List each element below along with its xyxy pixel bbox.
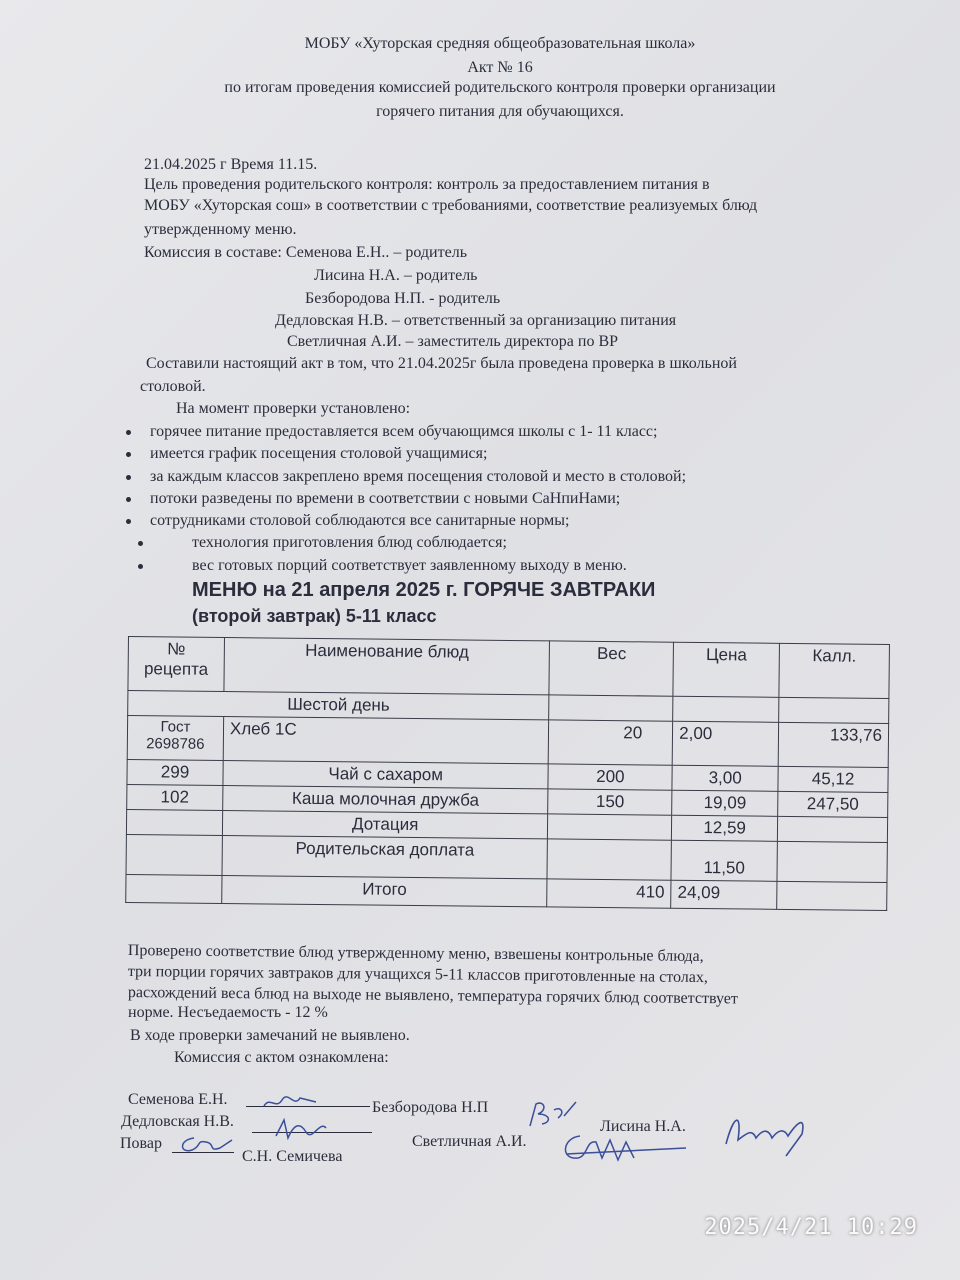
handwritten-signature [176,1132,236,1158]
weight-cell: 150 [548,789,672,815]
price-cell: 19,09 [672,790,778,816]
dish-cell: Хлеб 1С [223,717,549,764]
price-cell: 2,00 [672,721,778,766]
calories-cell [777,841,887,882]
weight-cell [547,839,671,880]
price-cell: 12,59 [672,815,778,841]
act-number: Акт № 16 [467,59,533,76]
weight-cell: 410 [547,879,671,908]
goal-line-2: МОБУ «Хуторская сош» в соответствии с требованиями, соответствие реализуемых блюд [144,197,758,214]
weight-cell [548,814,672,840]
bullet-icon [126,497,131,502]
school-name: МОБУ «Хуторская средняя общеобразовательная школа» [304,35,696,52]
conclusion-line-5: В ходе проверки замечаний не выявлено. [130,1027,410,1044]
commission-member-4: Дедловская Н.В. – ответственный за организацию питания [275,312,677,329]
menu-title: МЕНЮ на 21 апреля 2025 г. ГОРЯЧЕ ЗАВТРАКИ [192,579,656,601]
dish-cell: Чай с сахаром [223,761,549,789]
menu-subtitle: (второй завтрак) 5-11 класс [192,606,437,626]
calories-cell: 247,50 [778,791,888,817]
dish-cell: Родительская доплата [222,835,548,878]
empty-cell [779,697,889,723]
calories-cell [777,816,887,842]
recipe-cell [126,809,222,835]
goal-line-1: Цель проведения родительского контроля: контроль за предоставлением питания в [144,176,710,193]
header-dish: Наименование блюд [224,638,550,695]
day-label: Шестой день [128,691,550,720]
handwritten-signature [556,1128,696,1168]
dish-cell: Дотация [222,811,548,839]
bullet-icon [126,475,131,480]
dish-cell: Итого [222,875,548,906]
conclusion-line-2: три порции горячих завтраков для учащихся 5-11 классов приготовленные на столах, [127,962,709,987]
goal-line-3: утвержденному меню. [144,221,297,238]
handwritten-signature [716,1104,816,1164]
header-weight: Вес [549,641,673,696]
bullet-icon [126,452,131,457]
empty-cell [549,695,673,721]
signature-name-semicheva: С.Н. Семичева [242,1148,343,1165]
finding-item: горячее питание предоставляется всем обучающимся школы с 1- 11 класс; [150,423,658,440]
recipe-cell: 299 [127,759,223,785]
bullet-icon [138,541,143,546]
commission-label: Комиссия в составе: Семенова Е.Н.. – родитель [144,244,467,261]
finding-item: вес готовых порций соответствует заявленному выходу в меню. [192,557,627,574]
menu-table [125,636,890,911]
photo-timestamp: 2025/4/21 10:29 [704,1215,918,1240]
findings-heading: На момент проверки установлено: [176,400,411,417]
conclusion-line-3: расхождений веса блюд на выходе не выявлено, температура горячих блюд соответствует [127,983,738,1008]
act-subtitle-2: горячего питания для обучающихся. [376,103,624,120]
calories-cell: 133,76 [778,722,888,767]
price-cell: 3,00 [672,765,778,791]
calories-cell [777,881,887,910]
finding-item: сотрудниками столовой соблюдаются все санитарные нормы; [150,512,570,529]
recipe-cell [126,874,222,903]
date-time: 21.04.2025 г Время 11.15. [144,156,318,173]
dish-cell: Каша молочная дружба [223,786,549,814]
weight-cell: 20 [549,720,673,765]
act-subtitle-1: по итогам проведения комиссией родительского контроля проверки организации [224,79,776,96]
table-header-row [128,637,890,699]
recipe-cell: 102 [127,784,223,810]
signature-name-lisina: Лисина Н.А. [600,1118,686,1135]
price-cell: 24,09 [671,880,777,909]
signature-name-svetlichnaya: Светличная А.И. [412,1133,527,1150]
finding-item: технология приготовления блюд соблюдается; [192,534,507,551]
statement-line-1: Составили настоящий акт в том, что 21.04.2025г была проведена проверка в школьной [146,355,737,372]
signature-label-cook: Повар [120,1135,162,1152]
commission-member-5: Светличная А.И. – заместитель директора по ВР [287,333,619,350]
signature-name-bezborodova: Безбородова Н.П [372,1099,489,1116]
weight-cell: 200 [548,764,672,790]
price-cell: 11,50 [671,840,777,881]
statement-line-2: столовой. [140,378,206,395]
handwritten-signature [260,1092,320,1114]
table-row [127,716,888,768]
calories-cell: 45,12 [778,766,888,792]
signature-name-dedlovskaya: Дедловская Н.В. [121,1113,234,1130]
finding-item: за каждым классов закреплено время посещения столовой и место в столовой; [150,468,687,485]
empty-cell [673,696,779,722]
header-recipe: № рецепта [128,637,224,692]
commission-member-3: Безбородова Н.П. - родитель [305,290,501,307]
finding-item: имеется график посещения столовой учащимися; [150,445,488,462]
commission-member-2: Лисина Н.А. – родитель [314,267,478,284]
bullet-icon [138,564,143,569]
bullet-icon [126,430,131,435]
recipe-cell [126,834,222,875]
conclusion-line-4: норме. Несъедаемость - 12 % [128,1004,328,1021]
header-price: Цена [673,642,779,697]
bullet-icon [126,519,131,524]
finding-item: потоки разведены по времени в соответствии с новыми СаНпиНами; [150,490,621,507]
conclusion-line-6: Комиссия с актом ознакомлена: [174,1049,389,1066]
handwritten-signature [270,1114,330,1144]
conclusion-line-1: Проверено соответствие блюд утвержденному меню, взвешены контрольные блюда, [127,941,704,966]
signature-name-semenova: Семенова Е.Н. [128,1091,228,1108]
header-calories: Калл. [779,643,889,698]
recipe-cell: Гост 2698786 [127,716,223,761]
